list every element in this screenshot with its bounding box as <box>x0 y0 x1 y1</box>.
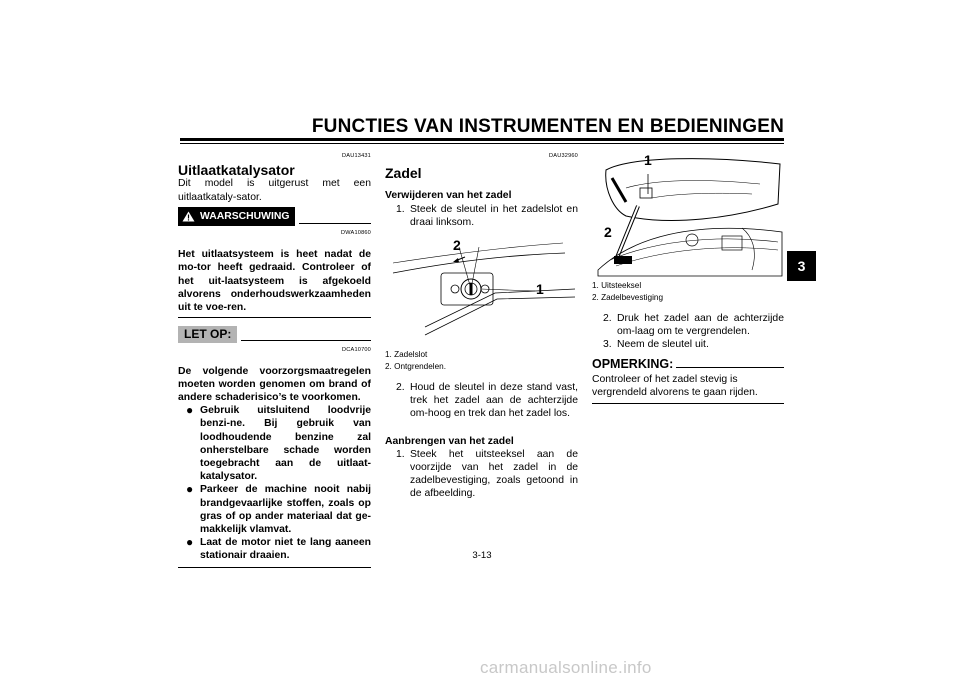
seat-bracket-illustration <box>592 150 784 278</box>
warning-code: DWA10860 <box>341 230 371 237</box>
warning-end-rule <box>178 317 371 318</box>
seat-bracket-drawing <box>592 150 784 278</box>
seat-lock-illustration <box>385 233 578 347</box>
bullet-icon: ● <box>186 535 194 550</box>
list-item: 1. Steek het uitsteeksel aan de voorzijde van het zadel in de zadelbevestiging, zoals getoond in de afbeelding. <box>396 448 578 500</box>
remove-heading: Verwijderen van het zadel <box>385 190 512 202</box>
header-rule <box>180 138 784 141</box>
install-heading: Aanbrengen van het zadel <box>385 435 514 447</box>
install-steps-continued <box>603 312 784 352</box>
list-item: 2. Druk het zadel aan de achterzijde om-laag om te vergrendelen. <box>603 313 784 338</box>
note-header <box>592 358 784 371</box>
page-header-title: FUNCTIES VAN INSTRUMENTEN EN BEDIENINGEN <box>311 116 784 137</box>
seat-lock-drawing <box>385 233 578 347</box>
column-left <box>178 150 371 568</box>
watermark: carmanualsonline.info <box>480 658 652 677</box>
figure-caption-2: 2. Zadelbevestiging <box>592 292 664 302</box>
notice-bullet-list <box>186 404 371 562</box>
column-middle <box>385 150 578 501</box>
note-end-rule <box>592 403 784 404</box>
note-label: OPMERKING: <box>592 356 674 371</box>
list-item: 3. Neem de sleutel uit. <box>603 339 709 351</box>
callout-1: 1 <box>644 152 652 168</box>
notice-badge: LET OP: <box>178 326 237 343</box>
warning-rule <box>299 223 371 224</box>
warning-header <box>178 207 371 226</box>
bullet-icon: ● <box>186 403 194 418</box>
list-item: 2. Houd de sleutel in deze stand vast, trek het zadel aan de achterzijde om-hoog en trek dan het zadel los. <box>396 382 578 420</box>
notice-intro: De volgende voorzorgsmaatregelen moeten worden genomen om brand of andere schaderisico’s te voorkomen. <box>178 365 371 404</box>
list-item: 1. Steek de sleutel in het zadelslot en draai linksom. <box>396 203 578 228</box>
column-right <box>592 150 784 404</box>
warning-label: WAARSCHUWING <box>200 210 290 222</box>
section-code: DAU32960 <box>549 153 578 159</box>
warning-triangle-icon <box>182 211 195 222</box>
header-rule-thin <box>180 143 784 144</box>
list-item: ● Gebruik uitsluitend loodvrije benzi-ne. Bij gebruik van loodhoudende benzine zal onherstelbare schade worden toegebracht aan de uitlaat-katalysator. <box>186 403 371 483</box>
notice-header <box>178 326 371 343</box>
section-code: DAU13431 <box>342 153 371 159</box>
list-item: ● Laat de motor niet te lang aaneen stationair draaien. <box>186 535 371 562</box>
install-steps <box>396 448 578 501</box>
callout-1: 1 <box>536 281 544 298</box>
remove-steps <box>396 203 578 229</box>
notice-end-rule <box>178 567 371 568</box>
warning-text: Het uitlaatsysteem is heet nadat de mo-tor heeft gedraaid. Controleer of het uit-laatsysteem is afgekoeld alvorens onderhoudswerkzaamheden uit te voe-ren. <box>178 249 371 314</box>
notice-code: DCA10700 <box>342 347 371 354</box>
list-item: ● Parkeer de machine nooit nabij brandgevaarlijke stoffen, zoals op gras of op ander materiaal dat ge-makkelijk vlamvat. <box>186 482 371 536</box>
figure-caption-1: 1. Zadelslot <box>385 350 428 360</box>
note-text: Controleer of het zadel stevig is vergrendeld alvorens te gaan rijden. <box>592 373 758 399</box>
section-title-seat: Zadel <box>385 165 422 182</box>
section-title-catalyst: Uitlaatkatalysator <box>178 162 295 179</box>
bullet-icon: ● <box>186 482 194 497</box>
callout-2: 2 <box>604 224 612 240</box>
catalyst-intro: Dit model is uitgerust met een uitlaatkataly-sator. <box>178 178 371 203</box>
note-rule <box>676 367 784 368</box>
chapter-tab: 3 <box>787 251 816 281</box>
page-number: 3-13 <box>472 550 492 561</box>
figure-caption-2: 2. Ontgrendelen. <box>385 361 446 371</box>
remove-steps-continued <box>396 381 578 421</box>
callout-2: 2 <box>453 237 461 254</box>
figure-caption-1: 1. Uitsteeksel <box>592 281 642 290</box>
warning-badge <box>178 207 295 226</box>
notice-rule <box>241 340 371 341</box>
